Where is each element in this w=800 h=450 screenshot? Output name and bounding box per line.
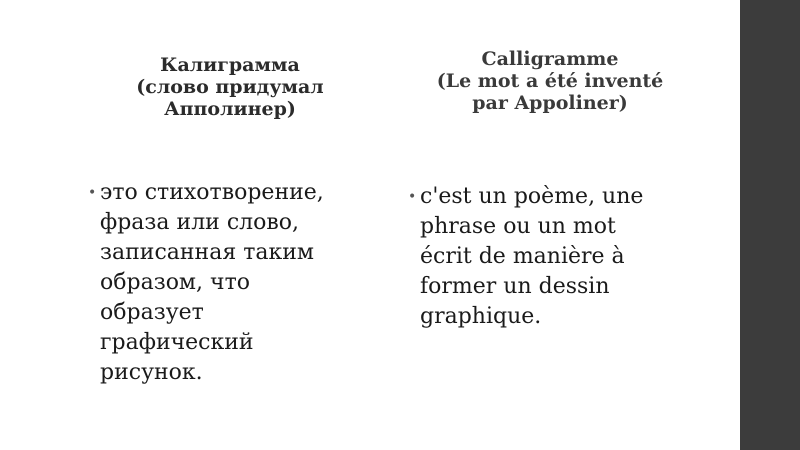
right-column-title: Calligramme (Le mot a été inventé par Appoliner) — [436, 48, 664, 114]
bullet-icon: • — [88, 185, 97, 201]
left-bullet-row — [88, 178, 373, 388]
right-bullet-row — [408, 182, 708, 332]
left-column-bullet — [88, 178, 373, 388]
right-column-bullet — [408, 182, 708, 332]
right-bullet-text: c'est un poème, une phrase ou un mot écrit de manière à former un dessin graphique. — [420, 184, 644, 329]
decorative-side-bar — [740, 0, 800, 450]
left-bullet-text: это стихотворение, фраза или слово, записанная таким образом, что образует графический рисунок. — [100, 180, 324, 385]
left-column-title: Калиграмма (слово придумал Апполинер) — [136, 54, 324, 120]
bullet-icon: • — [408, 189, 417, 205]
